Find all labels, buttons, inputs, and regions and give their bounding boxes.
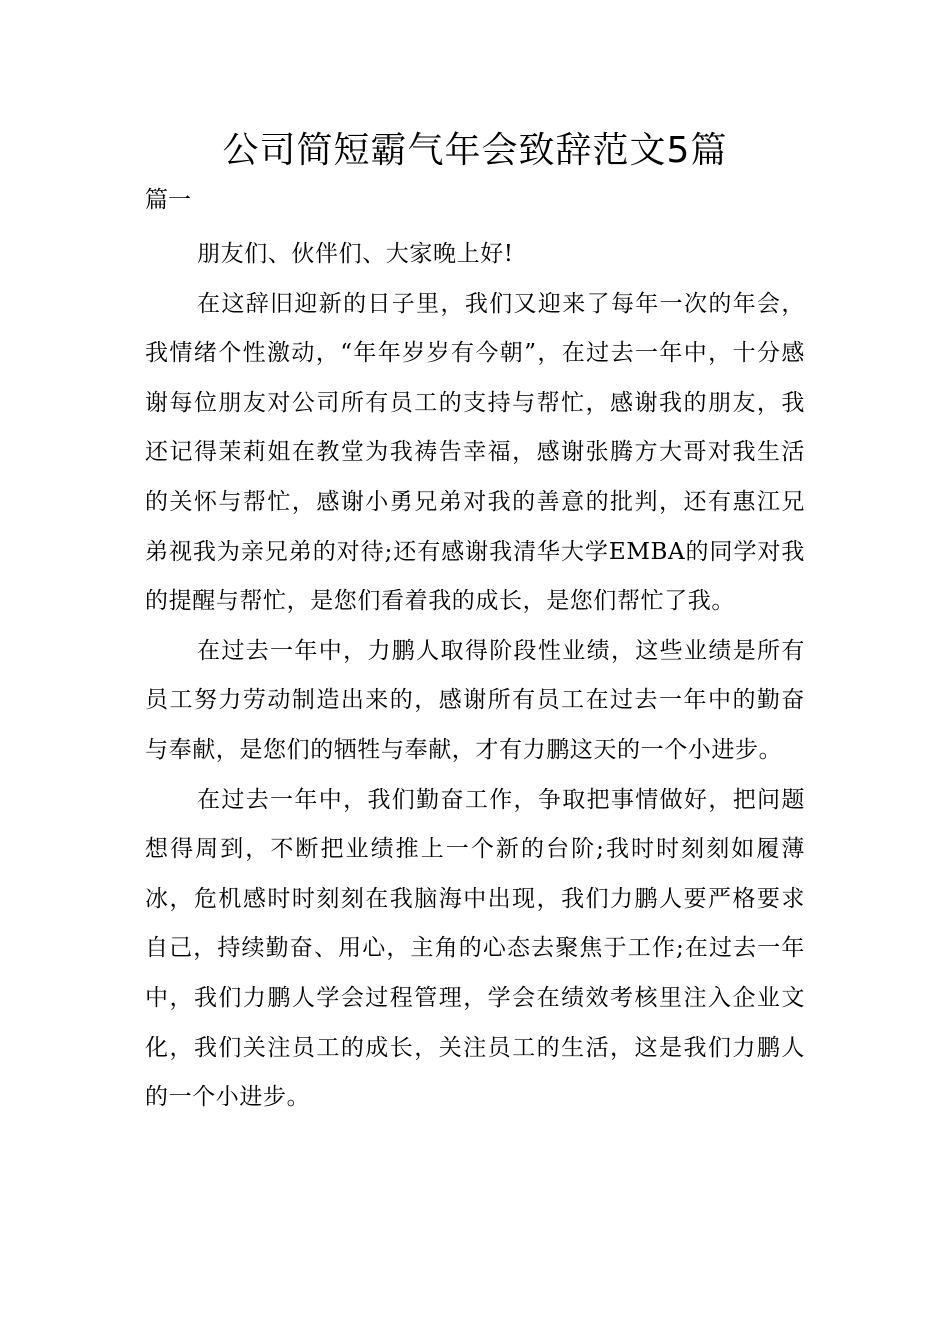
section-label: 篇一 <box>145 187 191 213</box>
document-title: 公司简短霸气年会致辞范文5篇 <box>222 130 728 171</box>
paragraph-thanks: 在这辞旧迎新的日子里，我们又迎来了每年一次的年会，我情绪个性激动，“年年岁岁有今朝”，在过去一年中，十分感谢每位朋友对公司所有员工的支持与帮忙，感谢我的朋友，我还记得茉莉姐在教堂为我祷告幸福，感谢张腾方大哥对我生活的关怀与帮忙，感谢小勇兄弟对我的善意的批判，还有惠江兄弟视我为亲兄弟的对待;还有感谢我清华大学EMBA的同学对我的提醒与帮忙，是您们看着我的成长，是您们帮忙了我。 <box>145 290 805 615</box>
paragraph-progress: 在过去一年中，我们勤奋工作，争取把事情做好，把问题想得周到，不断把业绩推上一个新的台阶;我时时刻刻如履薄冰，危机感时时刻刻在我脑海中出现，我们力鹏人要严格要求自己，持续勤奋、用心，主角的心态去聚焦于工作;在过去一年中，我们力鹏人学会过程管理，学会在绩效考核里注入企业文化，我们关注员工的成长，关注员工的生活，这是我们力鹏人的一个小进步。 <box>145 786 805 1111</box>
document-body <box>145 230 805 1123</box>
paragraph-greeting: 朋友们、伙伴们、大家晚上好! <box>197 241 514 267</box>
paragraph-achievements: 在过去一年中，力鹏人取得阶段性业绩，这些业绩是所有员工努力劳动制造出来的，感谢所有员工在过去一年中的勤奋与奉献，是您们的牺牲与奉献，才有力鹏这天的一个小进步。 <box>145 637 805 763</box>
